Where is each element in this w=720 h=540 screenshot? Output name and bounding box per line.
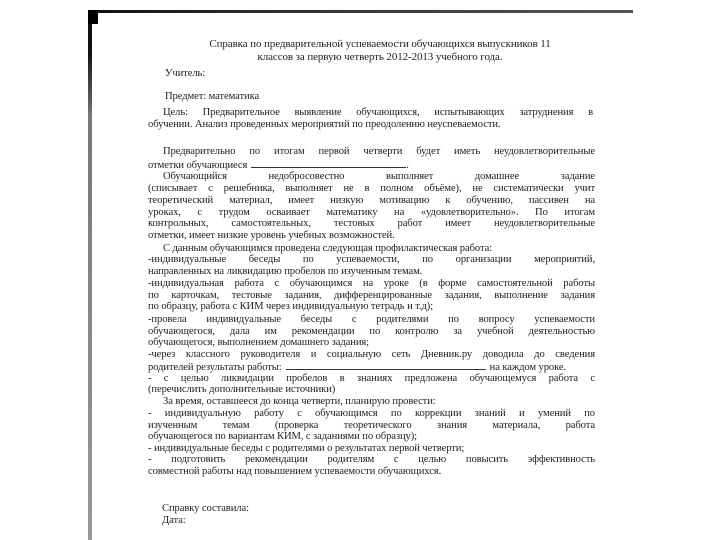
body-line-text: отметки, имеет низкие уровень учебных возможностей. bbox=[148, 230, 395, 241]
document-title-line2: классов за первую четверть 2012-2013 учебного года. bbox=[257, 51, 503, 63]
blank-field bbox=[286, 360, 486, 370]
body-line-text: За время, оставшееся до конца четверти, планирую провести: bbox=[163, 396, 436, 407]
body-line bbox=[148, 337, 369, 349]
body-line-text: -индивидуальные беседы по успеваемости, по организации мероприятий, bbox=[148, 254, 595, 265]
body-line bbox=[148, 408, 595, 420]
body-line bbox=[148, 314, 595, 326]
document-title-line1: Справка по предварительной успеваемости обучающихся выпускников 11 bbox=[209, 38, 551, 50]
body-line-text: - с целью ликвидации пробелов в знаниях предложена обучающемуся работа с bbox=[148, 373, 595, 384]
scan-border-top bbox=[88, 10, 633, 13]
body-line bbox=[148, 431, 417, 443]
body-line bbox=[148, 466, 441, 478]
body-line bbox=[148, 384, 335, 396]
body-line-text: - индивидуальные беседы с родителями о результатах первой четверти; bbox=[148, 443, 465, 454]
on-each-lesson-text: на каждом уроке. bbox=[489, 362, 567, 373]
body-line-text: направленных на ликвидацию пробелов по изученным темам. bbox=[148, 266, 423, 277]
body-line-text: - индивидуальную работу с обучающимся по коррекции знаний и умений по bbox=[148, 408, 595, 419]
body-line bbox=[148, 266, 422, 278]
body-line bbox=[148, 183, 595, 195]
body-line-text: обучающегося, выполнением домашнего задания; bbox=[148, 337, 370, 348]
date-label: Дата: bbox=[162, 515, 186, 526]
compiled-by-label: Справку составила: bbox=[162, 503, 249, 514]
teacher-label: Учитель: bbox=[165, 68, 206, 79]
body-line bbox=[148, 360, 566, 374]
body-line bbox=[148, 254, 595, 266]
body-line-text: -через классного руководителя и социальную сеть Дневник.ру доводила до сведения bbox=[148, 349, 595, 360]
body-line-text: теоретический материал, имеет низкую мотивацию к обучению, пассивен на bbox=[148, 195, 595, 206]
scan-border-left bbox=[88, 10, 92, 540]
body-line-text: -индивидуальная работа с обучающимся на уроке (в форме самостоятельной работы bbox=[148, 278, 595, 289]
body-line-text: по образцу, работа с КИМ через индивидуальную тетрадь и т.д); bbox=[148, 301, 434, 312]
body-line-text: (перечислить дополнительные источники) bbox=[148, 384, 336, 395]
body-line bbox=[163, 396, 436, 408]
body-line bbox=[148, 195, 595, 207]
scan-border-corner bbox=[88, 10, 98, 24]
body-line-text: -провела индивидуальные беседы с родителями по вопросу успеваемости bbox=[148, 314, 595, 325]
subject-label: Предмет: математика bbox=[165, 91, 260, 102]
body-line-text: уроках, с трудом осваивает математику на «удовлетворительно». По итогам bbox=[148, 207, 595, 218]
body-line-text: изученным темам (проверка теоретического знания материала, работа bbox=[148, 420, 595, 431]
body-line-text: Обучающийся недобросовестно выполняет домашнее задание bbox=[163, 171, 595, 182]
body-line bbox=[148, 278, 595, 290]
body-line-text: совместной работы над повышением успеваемости обучающихся. bbox=[148, 466, 442, 477]
goal-line1: Цель: Предварительное выявление обучающихся, испытывающих затруднения в bbox=[163, 107, 593, 118]
body-line: отметки обучающиеся . bbox=[148, 160, 409, 171]
body-line bbox=[148, 454, 595, 466]
body-line bbox=[148, 230, 395, 242]
body-line-text: С данным обучающимся проведена следующая профилактическая работа: bbox=[163, 243, 493, 254]
blank-field bbox=[251, 158, 406, 168]
goal-line2: обучении. Анализ проведенных мероприятий по преодолению неуспеваемости. bbox=[148, 119, 501, 130]
body-line bbox=[163, 146, 595, 158]
body-line-text: Предварительно по итогам первой четверти будет иметь неудовлетворительные bbox=[163, 146, 595, 157]
body-line bbox=[148, 301, 433, 313]
body-line-text: родителей результаты работы: bbox=[148, 362, 282, 373]
body-line-text: обучающегося по вариантам КИМ, с заданиями по образцу); bbox=[148, 431, 417, 442]
body-line-text: обучающегося, дала им рекомендации по контролю за учебной деятельностью bbox=[148, 326, 595, 337]
body-line-text: - подготовить рекомендации родителям с целью повысить эффективность bbox=[148, 454, 595, 465]
body-line bbox=[163, 171, 595, 183]
body-line bbox=[148, 218, 595, 230]
body-line-text: по карточкам, тестовые задания, дифференцированные задания, выполнение задания bbox=[148, 290, 595, 301]
body-line-text: контрольных, самостоятельных, тестовых работ имеет неудовлетворительные bbox=[148, 218, 595, 229]
body-line-text: отметки обучающиеся bbox=[148, 160, 248, 171]
body-line-text: (списывает с решебника, выполняет не в полном объёме), не систематически учит bbox=[148, 183, 595, 194]
